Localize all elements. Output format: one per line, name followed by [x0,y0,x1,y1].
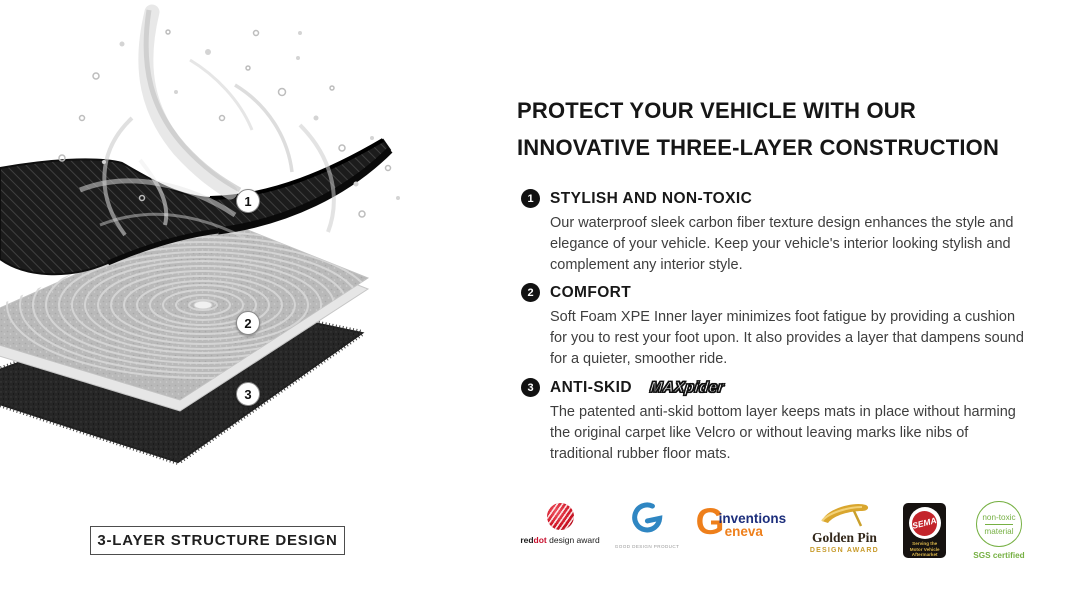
sema-tagline: Serving the Motor Vehicle Aftermarket [909,541,940,557]
good-design-g-icon [630,502,664,536]
section2-body: Soft Foam XPE Inner layer minimizes foot fatigue by providing a cushion for you to rest your foot upon. It also provides a layer that dampens sound for a quieter, smoother ride. [550,309,1024,367]
geneva-inventions-text: inventions [718,511,787,526]
section-antiskid [521,378,1021,465]
page-title [517,92,999,166]
nontoxic-divider [985,524,1013,525]
sema-logo [903,503,946,558]
three-layer-illustration [0,0,500,500]
good-design-label: GOOD DESIGN PRODUCT [614,544,680,549]
reddot-label [520,535,600,545]
layer3-number-badge: 3 [236,382,260,406]
section2-title: COMFORT [550,283,632,301]
sgs-nontoxic-logo [961,497,1037,560]
section3-body: The patented anti-skid bottom layer keeps mats in place without harming the original carpet like Velcro or without leaving marks like nibs of traditional rubber floor mats. [550,404,1016,462]
sema-ring-icon [909,507,941,539]
section1-number-badge: 1 [521,189,540,208]
nontoxic-circle-icon [976,501,1022,547]
section1-title: STYLISH AND NON-TOXIC [550,189,753,207]
golden-pin-subtitle: DESIGN AWARD [809,547,879,554]
maxpider-brand-logo: MAXpider [649,379,725,396]
reddot-label-red: red [520,535,534,545]
page-title-line2: INNOVATIVE THREE-LAYER CONSTRUCTION [517,135,1000,160]
inventions-geneva-logo [694,501,787,557]
golden-pin-award-logo [800,497,888,554]
section3-title: ANTI-SKID [550,378,632,396]
geneva-g-icon: G [695,501,725,542]
reddot-label-dot: dot [533,535,547,545]
section3-number-badge: 3 [521,378,540,397]
sema-name: SEMA [911,515,938,531]
layer2-number-badge: 2 [236,311,260,335]
layer-diagram-svg [0,0,500,500]
section2-number-badge: 2 [521,283,540,302]
reddot-award-logo [520,497,600,545]
geneva-eneva-text: eneva [724,524,763,539]
golden-pin-name: Golden Pin [811,530,877,545]
golden-pin-icon [814,501,874,527]
award-logos-row [520,497,1037,560]
reddot-sphere-icon [547,503,574,530]
sgs-certified-text: SGS certified [973,551,1025,560]
good-design-award-logo [615,497,679,549]
section-stylish [521,189,1021,276]
structure-caption: 3-LAYER STRUCTURE DESIGN [90,526,345,555]
reddot-label-rest: design award [546,535,600,545]
sema-core-icon [912,511,937,536]
nontoxic-line1: non-toxic [982,512,1016,522]
section1-body: Our waterproof sleek carbon fiber texture design enhances the style and elegance of your vehicle. Keep your vehicle's interior looking stylish and complement any interior style. [550,215,1014,273]
nontoxic-line2: material [984,526,1014,536]
page-title-line1: PROTECT YOUR VEHICLE WITH OUR [517,98,916,123]
layer1-number-badge: 1 [236,189,260,213]
section-comfort [521,283,1024,370]
